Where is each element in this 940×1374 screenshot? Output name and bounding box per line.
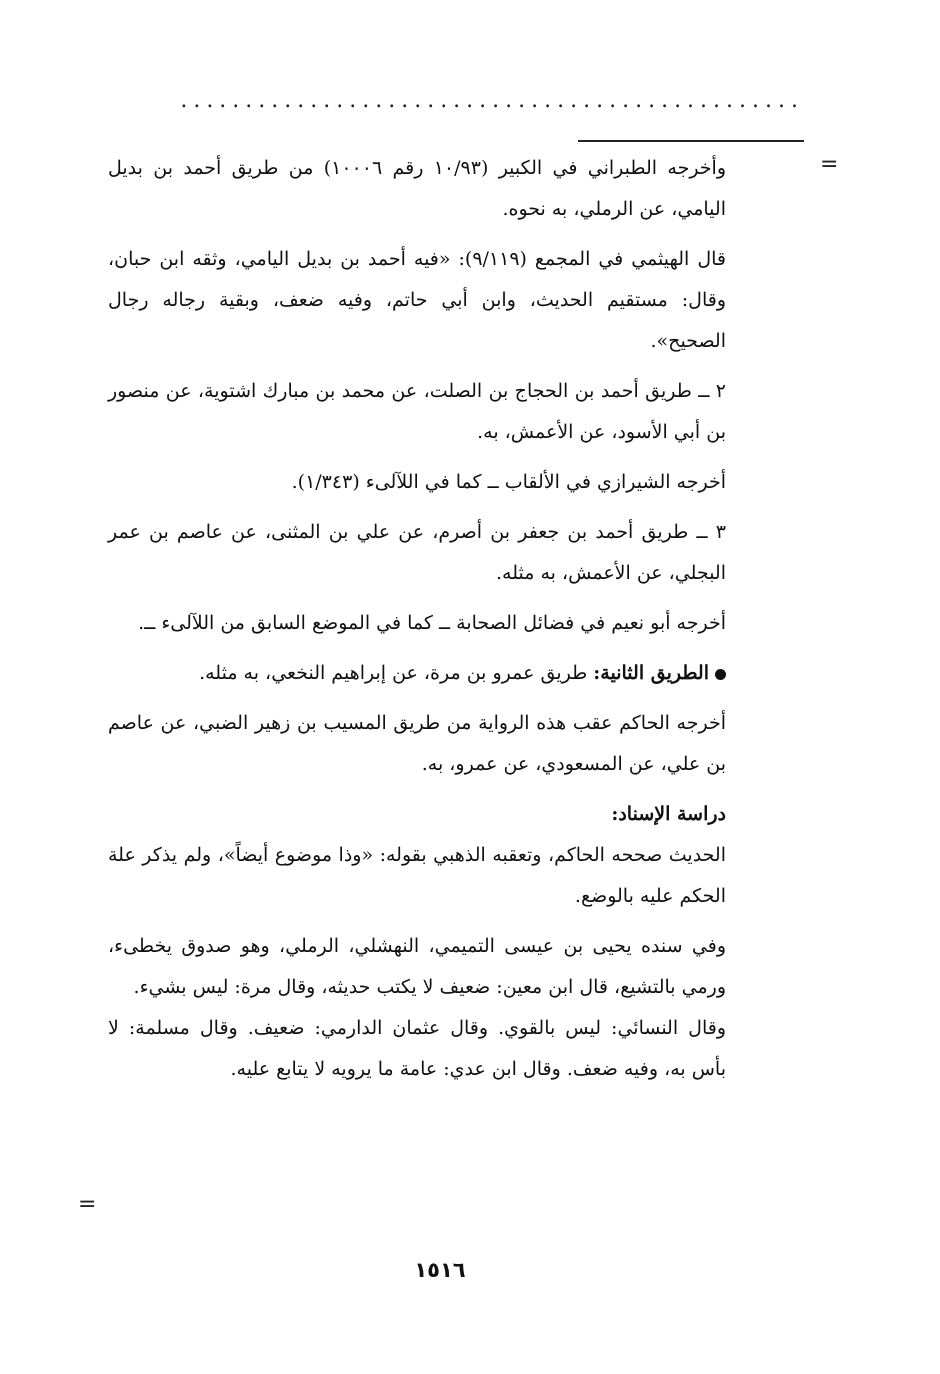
continuation-mark-bottom: = bbox=[78, 1192, 97, 1217]
paragraph-study-1: الحديث صححه الحاكم، وتعقبه الذهبي بقوله: «وذا موضوع أيضاً»، ولم يذكر علة الحكم عليه بالوضع. bbox=[108, 844, 726, 907]
study-heading: دراسة الإسناد: bbox=[611, 803, 726, 825]
bullet-icon bbox=[715, 669, 726, 680]
continuation-mark-top: = bbox=[820, 152, 839, 177]
second-path-text: طريق عمرو بن مرة، عن إبراهيم النخعي، به مثله. bbox=[199, 662, 594, 684]
page-number: ١٥١٦ bbox=[414, 1258, 466, 1282]
paragraph-shirazi: أخرجه الشيرازي في الألقاب ــ كما في اللآلىء (١/٣٤٣). bbox=[291, 471, 726, 493]
second-path-label: الطريق الثانية: bbox=[593, 662, 709, 684]
paragraph-abu-nuaym: أخرجه أبو نعيم في فضائل الصحابة ــ كما في الموضع السابق من اللآلىء ــ. bbox=[138, 612, 726, 634]
paragraph-path-2: ٢ ــ طريق أحمد بن الحجاج بن الصلت، عن محمد بن مبارك اشتوية، عن منصور بن أبي الأسود، عن الأعمش، به. bbox=[108, 380, 726, 443]
header-dotted-line: ................................................ bbox=[180, 88, 804, 113]
paragraph-path-3: ٣ ــ طريق أحمد بن جعفر بن أصرم، عن علي بن المثنى، عن عاصم بن عمر البجلي، عن الأعمش، به مثله. bbox=[108, 521, 726, 584]
paragraph-hakim: أخرجه الحاكم عقب هذه الرواية من طريق المسيب بن زهير الضبي، عن عاصم بن علي، عن المسعودي، عن عمرو، به. bbox=[108, 712, 726, 775]
footnote-text-block bbox=[108, 148, 726, 1099]
paragraph-study-2: وفي سنده يحيى بن عيسى التميمي، النهشلي، الرملي، وهو صدوق يخطىء، ورمي بالتشيع، قال ابن معين: ضعيف لا يكتب حديثه، وقال مرة: ليس بشيء. bbox=[108, 935, 726, 998]
paragraph-study-3: وقال النسائي: ليس بالقوي. وقال عثمان الدارمي: ضعيف. وقال مسلمة: لا بأس به، وفيه ضعف. وقال ابن عدي: عامة ما يرويه لا يتابع عليه. bbox=[108, 1017, 726, 1080]
paragraph-second-path bbox=[108, 653, 726, 694]
footnote-separator-rule bbox=[578, 140, 804, 142]
paragraph-tabarani: وأخرجه الطبراني في الكبير (١٠/٩٣ رقم ١٠٠٠٦) من طريق أحمد بن بديل اليامي، عن الرملي، به نحوه. bbox=[108, 157, 727, 220]
paragraph-haythami: قال الهيثمي في المجمع (٩/١١٩): «فيه أحمد بن بديل اليامي، وثقه ابن حبان، وقال: مستقيم الحديث، وابن أبي حاتم، وفيه ضعف، وبقية رجاله رجال الصحيح». bbox=[108, 248, 726, 352]
